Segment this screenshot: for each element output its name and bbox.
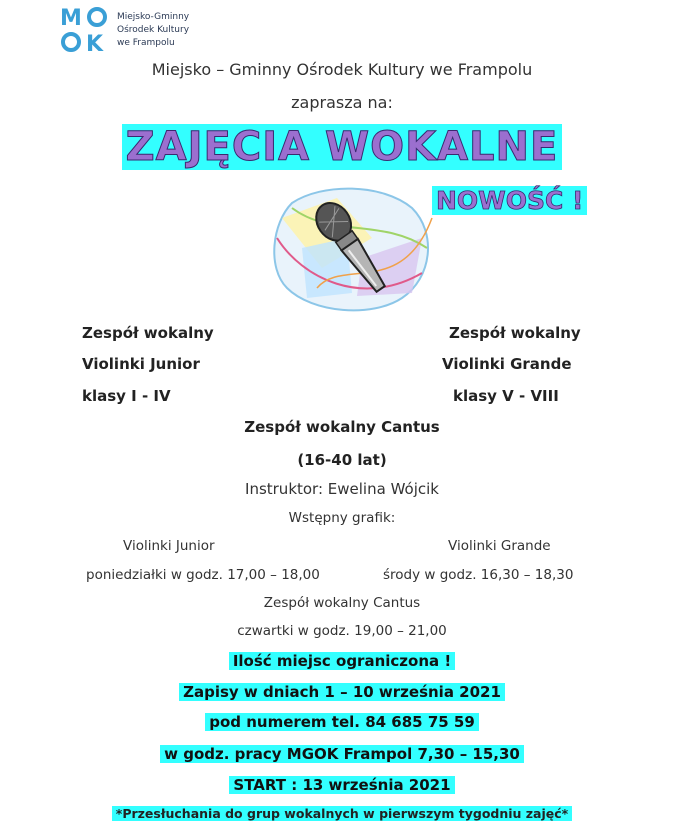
group-right-line2: Violinki Grande [442, 355, 572, 373]
schedule-center-time: czwartki w godz. 19,00 – 21,00 [237, 623, 447, 639]
microphone-illustration [262, 178, 442, 318]
group-right-line3: klasy V - VIII [453, 387, 559, 405]
schedule-right-time: środy w godz. 16,30 – 18,30 [383, 567, 574, 583]
mgok-logo-icon [60, 4, 114, 54]
invite-text: zaprasza na: [291, 93, 393, 112]
logo-line: Miejsko-Gminny [117, 12, 190, 22]
schedule-right-name: Violinki Grande [448, 538, 551, 554]
info-line: Zapisy w dniach 1 – 10 września 2021 [179, 683, 505, 701]
group-center-line2: (16-40 lat) [297, 451, 387, 469]
page-title: ZAJĘCIA WOKALNE [122, 124, 563, 170]
group-center-line1: Zespół wokalny Cantus [244, 418, 440, 436]
logo-line: we Frampolu [117, 38, 175, 48]
org-name: Miejsko – Gminny Ośrodek Kultury we Frampolu [151, 60, 533, 79]
logo-letter-g [89, 9, 105, 25]
group-left-line1: Zespół wokalny [82, 324, 214, 342]
instructor: Instruktor: Ewelina Wójcik [245, 480, 439, 498]
schedule-left-name: Violinki Junior [123, 538, 215, 554]
info-line: w godz. pracy MGOK Frampol 7,30 – 15,30 [160, 745, 524, 763]
microphone-icon [262, 178, 442, 318]
group-left-line2: Violinki Junior [82, 355, 200, 373]
new-badge: NOWOŚĆ ! [432, 186, 587, 215]
schedule-center-name: Zespół wokalny Cantus [263, 595, 421, 611]
info-line: START : 13 września 2021 [229, 776, 454, 794]
logo-letter-k: K [86, 32, 104, 54]
logo-text [117, 11, 189, 50]
group-right-line1: Zespół wokalny [449, 324, 581, 342]
logo-line: Ośrodek Kultury [117, 25, 190, 35]
logo-letter-m: M [60, 6, 82, 31]
logo-letter-o [63, 34, 79, 50]
footnote: *Przesłuchania do grup wokalnych w pierwszym tygodniu zajęć* [112, 806, 572, 821]
info-line: pod numerem tel. 84 685 75 59 [205, 713, 479, 731]
info-line: Ilość miejsc ograniczona ! [229, 652, 455, 670]
group-left-line3: klasy I - IV [82, 387, 171, 405]
schedule-left-time: poniedziałki w godz. 17,00 – 18,00 [86, 567, 320, 583]
schedule-heading: Wstępny grafik: [288, 510, 396, 526]
